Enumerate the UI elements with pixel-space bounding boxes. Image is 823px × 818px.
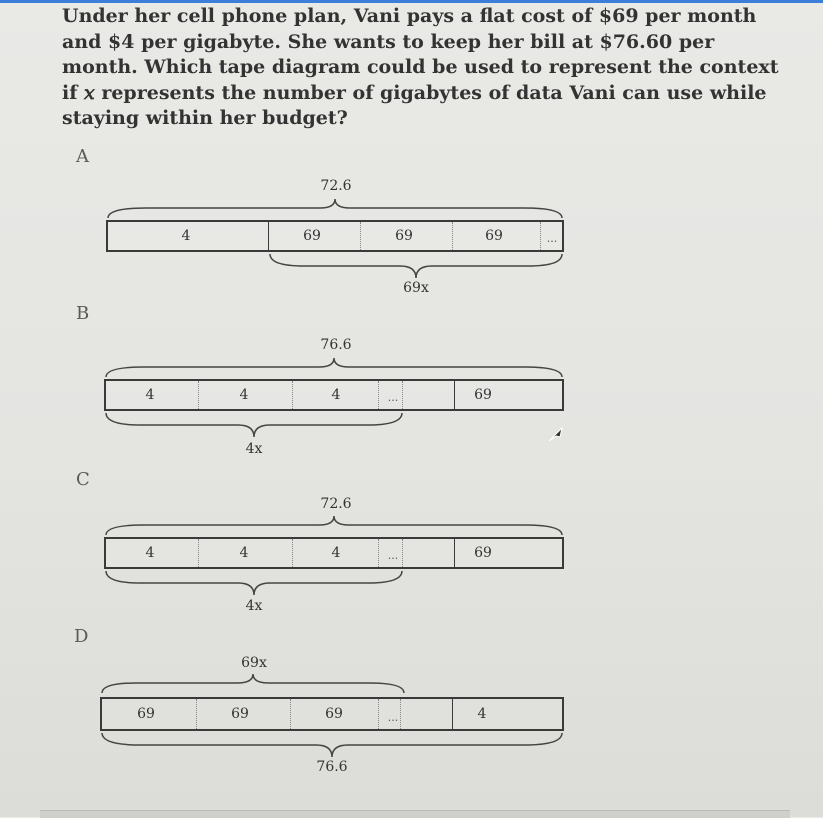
option-a-letter[interactable]: A bbox=[76, 146, 89, 167]
option-c-cell-2: 4 bbox=[239, 545, 249, 561]
option-c-bottom-label: 4x bbox=[245, 598, 263, 614]
option-b-top-brace bbox=[104, 355, 564, 381]
option-d-cell-3: 69 bbox=[325, 706, 343, 722]
option-d-letter[interactable]: D bbox=[74, 626, 89, 647]
option-c-top-brace bbox=[104, 513, 564, 539]
option-a-top-total: 72.6 bbox=[320, 178, 352, 194]
option-b-cell-4: 69 bbox=[474, 387, 492, 403]
option-b-cell-2: 4 bbox=[239, 387, 249, 403]
option-c-bottom-brace bbox=[104, 569, 404, 597]
option-d-cell-2: 69 bbox=[231, 706, 249, 722]
option-b-top-total: 76.6 bbox=[320, 337, 352, 353]
option-a-cell-2: 69 bbox=[303, 228, 321, 244]
option-d-cell-1: 69 bbox=[137, 706, 155, 722]
option-a-cell-4: 69 bbox=[485, 228, 503, 244]
option-d-top-brace bbox=[100, 671, 406, 697]
option-b-bottom-label: 4x bbox=[245, 441, 263, 457]
option-a-top-brace bbox=[106, 196, 564, 222]
option-d-top-label: 69x bbox=[241, 655, 267, 671]
option-d-bottom-total: 76.6 bbox=[316, 759, 348, 775]
mouse-cursor-icon bbox=[548, 427, 566, 445]
option-d-cell-4: 4 bbox=[477, 706, 487, 722]
option-d-ellipsis: ... bbox=[387, 711, 399, 724]
option-a-cell-3: 69 bbox=[395, 228, 413, 244]
option-c-letter[interactable]: C bbox=[76, 469, 90, 490]
option-c-cell-3: 4 bbox=[331, 545, 341, 561]
option-a-bottom-brace bbox=[268, 252, 564, 280]
option-a-bottom-label: 69x bbox=[403, 280, 429, 296]
question-text: Under her cell phone plan, Vani pays a flat cost of $69 per month and $4 per gigabyte. She wants to keep her bill at $76.60 per month. Which tape diagram could be used to represent the context if 𝑥 represents the number of gigabytes of data Vani can use while staying within her budget? bbox=[62, 5, 779, 129]
option-d-bottom-brace bbox=[100, 731, 564, 759]
option-c-ellipsis: ... bbox=[387, 549, 399, 562]
option-c-top-total: 72.6 bbox=[320, 496, 352, 512]
top-accent-line bbox=[0, 0, 823, 3]
option-b-cell-3: 4 bbox=[331, 387, 341, 403]
option-c-cell-4: 69 bbox=[474, 545, 492, 561]
option-b-cell-1: 4 bbox=[145, 387, 155, 403]
option-a-ellipsis: ... bbox=[546, 232, 558, 245]
option-a-cell-1: 4 bbox=[181, 228, 191, 244]
option-b-bottom-brace bbox=[104, 411, 404, 439]
option-c-cell-1: 4 bbox=[145, 545, 155, 561]
option-b-ellipsis: ... bbox=[387, 391, 399, 404]
option-b-letter[interactable]: B bbox=[76, 303, 90, 324]
